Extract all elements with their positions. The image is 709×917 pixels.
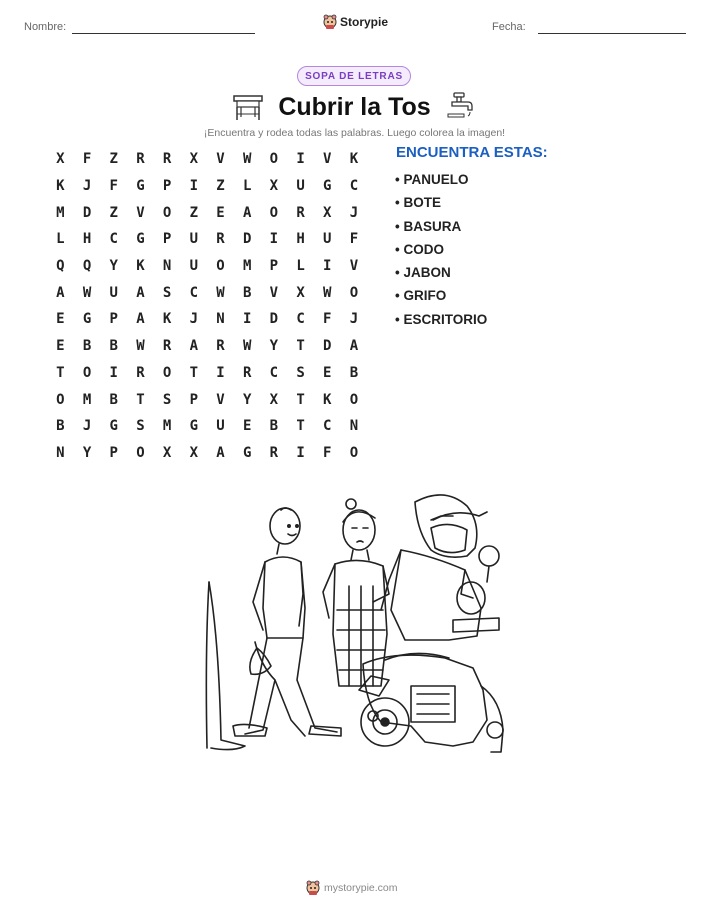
grid-letter[interactable]: X xyxy=(269,178,279,195)
grid-letter[interactable]: O xyxy=(162,364,172,381)
grid-letter[interactable]: D xyxy=(82,204,92,221)
grid-letter[interactable]: W xyxy=(242,151,252,168)
grid-letter[interactable]: C xyxy=(109,231,118,248)
storypie-mascot-icon xyxy=(323,14,337,30)
grid-letter[interactable]: N xyxy=(56,444,65,461)
grid-letter[interactable]: N xyxy=(349,418,359,435)
grid-letter[interactable]: R xyxy=(296,204,305,221)
grid-letter[interactable]: A xyxy=(242,204,252,221)
list-item: • ESCRITORIO xyxy=(395,311,488,327)
grid-letter[interactable]: U xyxy=(216,418,225,435)
grid-letter[interactable]: B xyxy=(56,418,65,435)
grid-letter[interactable]: J xyxy=(349,311,359,328)
grid-letter[interactable]: I xyxy=(109,364,118,381)
grid-letter[interactable]: P xyxy=(189,391,198,408)
grid-letter[interactable]: Y xyxy=(109,258,118,275)
brand-logo xyxy=(323,14,388,30)
grid-letter[interactable]: P xyxy=(269,258,279,275)
grid-letter[interactable]: X xyxy=(189,151,198,168)
grid-letter[interactable]: K xyxy=(136,258,145,275)
grid-letter[interactable]: G xyxy=(109,418,118,435)
grid-letter[interactable]: T xyxy=(136,391,145,408)
grid-letter[interactable]: V xyxy=(323,151,332,168)
grid-letter[interactable]: R xyxy=(269,444,279,461)
grid-letter[interactable]: D xyxy=(269,311,279,328)
grid-letter[interactable]: L xyxy=(242,178,252,195)
grid-letter[interactable]: K xyxy=(162,311,172,328)
instructions: ¡Encuentra y rodea todas las palabras. Luego colorea la imagen! xyxy=(203,127,506,139)
grid-letter[interactable]: G xyxy=(136,231,145,248)
faucet-icon xyxy=(446,90,476,120)
grid-letter[interactable]: A xyxy=(349,338,359,355)
grid-letter[interactable]: O xyxy=(349,284,359,301)
grid-letter[interactable]: G xyxy=(323,178,332,195)
grid-letter[interactable]: U xyxy=(296,178,305,195)
brand-name: Storypie xyxy=(340,15,389,29)
grid-letter[interactable]: W xyxy=(216,284,225,301)
grid-letter[interactable]: G xyxy=(242,444,252,461)
grid-letter[interactable]: R xyxy=(136,364,145,381)
grid-letter[interactable]: O xyxy=(162,204,172,221)
grid-letter[interactable]: O xyxy=(82,364,92,381)
grid-letter[interactable]: U xyxy=(109,284,118,301)
grid-letter[interactable]: Q xyxy=(82,258,92,275)
grid-letter[interactable]: P xyxy=(162,231,172,248)
grid-letter[interactable]: P xyxy=(109,311,118,328)
grid-letter[interactable]: G xyxy=(82,311,92,328)
grid-letter[interactable]: Z xyxy=(216,178,225,195)
grid-letter[interactable]: S xyxy=(162,284,172,301)
grid-letter[interactable]: S xyxy=(296,364,305,381)
grid-letter[interactable]: E xyxy=(56,311,65,328)
grid-letter[interactable]: U xyxy=(189,231,198,248)
grid-letter[interactable]: M xyxy=(56,204,65,221)
grid-letter[interactable]: K xyxy=(56,178,65,195)
grid-letter[interactable]: U xyxy=(189,258,198,275)
grid-letter[interactable]: W xyxy=(323,284,332,301)
list-item: • JABON xyxy=(395,265,451,281)
grid-letter[interactable]: B xyxy=(349,364,359,381)
date-field[interactable] xyxy=(538,33,686,34)
grid-letter[interactable]: E xyxy=(323,364,332,381)
grid-letter[interactable]: R xyxy=(216,338,225,355)
footer-url: mystorypie.com xyxy=(324,882,398,894)
grid-letter[interactable]: T xyxy=(189,364,198,381)
grid-letter[interactable]: R xyxy=(136,151,145,168)
grid-letter[interactable]: R xyxy=(162,338,172,355)
grid-letter[interactable]: C xyxy=(189,284,198,301)
grid-letter[interactable]: Y xyxy=(82,444,92,461)
name-label: Nombre: xyxy=(24,21,67,33)
grid-letter[interactable]: C xyxy=(269,364,279,381)
date-label: Fecha: xyxy=(492,21,526,33)
grid-letter[interactable]: B xyxy=(242,284,252,301)
grid-letter[interactable]: F xyxy=(323,444,332,461)
grid-letter[interactable]: J xyxy=(82,418,92,435)
grid-letter[interactable]: L xyxy=(56,231,65,248)
activity-badge: SOPA DE LETRAS xyxy=(297,66,411,86)
list-item: • BASURA xyxy=(395,218,462,234)
grid-letter[interactable]: T xyxy=(296,418,305,435)
grid-letter[interactable]: W xyxy=(82,284,92,301)
grid-letter[interactable]: I xyxy=(269,231,279,248)
grid-letter[interactable]: V xyxy=(216,391,225,408)
coloring-illustration[interactable] xyxy=(205,490,505,758)
grid-letter[interactable]: O xyxy=(269,151,279,168)
grid-letter[interactable]: C xyxy=(323,418,332,435)
grid-letter[interactable]: W xyxy=(242,338,252,355)
grid-letter[interactable]: E xyxy=(216,204,225,221)
word-list xyxy=(395,170,487,333)
grid-letter[interactable]: R xyxy=(242,364,252,381)
grid-letter[interactable]: V xyxy=(216,151,225,168)
name-field[interactable] xyxy=(72,33,255,34)
grid-letter[interactable]: V xyxy=(349,258,359,275)
grid-letter[interactable]: S xyxy=(162,391,172,408)
grid-letter[interactable]: I xyxy=(242,311,252,328)
grid-letter[interactable]: X xyxy=(56,151,65,168)
grid-letter[interactable]: G xyxy=(136,178,145,195)
grid-letter[interactable]: T xyxy=(296,338,305,355)
grid-letter[interactable]: I xyxy=(189,178,198,195)
grid-letter[interactable]: K xyxy=(323,391,332,408)
list-item: • CODO xyxy=(395,241,444,257)
grid-letter[interactable]: C xyxy=(296,311,305,328)
grid-letter[interactable]: X xyxy=(323,204,332,221)
grid-letter[interactable]: O xyxy=(136,444,145,461)
grid-letter[interactable]: C xyxy=(349,178,359,195)
grid-letter[interactable]: L xyxy=(296,258,305,275)
grid-letter[interactable]: B xyxy=(82,338,92,355)
grid-letter[interactable]: E xyxy=(56,338,65,355)
grid-letter[interactable]: F xyxy=(82,151,92,168)
word-list-title: ENCUENTRA ESTAS: xyxy=(396,144,548,161)
grid-letter[interactable]: B xyxy=(109,338,118,355)
grid-letter[interactable]: P xyxy=(162,178,172,195)
grid-letter[interactable]: D xyxy=(323,338,332,355)
grid-letter[interactable]: V xyxy=(269,284,279,301)
grid-letter[interactable]: O xyxy=(349,444,359,461)
grid-letter[interactable]: M xyxy=(162,418,172,435)
grid-letter[interactable]: O xyxy=(269,204,279,221)
grid-letter[interactable]: H xyxy=(296,231,305,248)
grid-letter[interactable]: F xyxy=(323,311,332,328)
grid-letter[interactable]: W xyxy=(136,338,145,355)
grid-letter[interactable]: Q xyxy=(56,258,65,275)
grid-letter[interactable]: J xyxy=(349,204,359,221)
grid-letter[interactable]: R xyxy=(216,231,225,248)
grid-letter[interactable]: B xyxy=(109,391,118,408)
list-item: • GRIFO xyxy=(395,288,447,304)
grid-letter[interactable]: Z xyxy=(189,204,198,221)
grid-letter[interactable]: A xyxy=(216,444,225,461)
list-item: • PANUELO xyxy=(395,172,469,187)
grid-letter[interactable]: G xyxy=(189,418,198,435)
grid-letter[interactable]: S xyxy=(136,418,145,435)
grid-letter[interactable]: Z xyxy=(109,151,118,168)
grid-letter[interactable]: P xyxy=(109,444,118,461)
grid-letter[interactable]: D xyxy=(242,231,252,248)
grid-letter[interactable]: N xyxy=(216,311,225,328)
grid-letter[interactable]: A xyxy=(136,284,145,301)
grid-letter[interactable]: O xyxy=(56,391,65,408)
grid-letter[interactable]: Z xyxy=(109,204,118,221)
footer-credit[interactable] xyxy=(306,880,398,896)
grid-letter[interactable]: A xyxy=(56,284,65,301)
grid-letter[interactable]: I xyxy=(323,258,332,275)
grid-letter[interactable]: X xyxy=(296,284,305,301)
word-search-grid[interactable] xyxy=(47,146,367,466)
grid-letter[interactable]: A xyxy=(189,338,198,355)
grid-letter[interactable]: O xyxy=(349,391,359,408)
grid-letter[interactable]: Y xyxy=(269,338,279,355)
grid-letter[interactable]: B xyxy=(269,418,279,435)
grid-letter[interactable]: J xyxy=(82,178,92,195)
grid-letter[interactable]: Y xyxy=(242,391,252,408)
grid-letter[interactable]: X xyxy=(269,391,279,408)
grid-letter[interactable]: F xyxy=(349,231,359,248)
grid-letter[interactable]: I xyxy=(216,364,225,381)
grid-letter[interactable]: A xyxy=(136,311,145,328)
grid-letter[interactable]: F xyxy=(109,178,118,195)
grid-letter[interactable]: M xyxy=(82,391,92,408)
list-item: • BOTE xyxy=(395,195,441,211)
grid-letter[interactable]: N xyxy=(162,258,172,275)
grid-letter[interactable]: V xyxy=(136,204,145,221)
grid-letter[interactable]: E xyxy=(242,418,252,435)
grid-letter[interactable]: T xyxy=(56,364,65,381)
grid-letter[interactable]: O xyxy=(216,258,225,275)
grid-letter[interactable]: R xyxy=(162,151,172,168)
grid-letter[interactable]: M xyxy=(242,258,252,275)
grid-letter[interactable]: U xyxy=(323,231,332,248)
grid-letter[interactable]: T xyxy=(296,391,305,408)
storypie-mascot-icon xyxy=(306,880,320,896)
grid-letter[interactable]: I xyxy=(296,444,305,461)
page-title: Cubrir la Tos xyxy=(278,93,431,121)
grid-letter[interactable]: J xyxy=(189,311,198,328)
grid-letter[interactable]: X xyxy=(189,444,198,461)
grid-letter[interactable]: K xyxy=(349,151,359,168)
grid-letter[interactable]: X xyxy=(162,444,172,461)
grid-letter[interactable]: I xyxy=(296,151,305,168)
grid-letter[interactable]: H xyxy=(82,231,92,248)
